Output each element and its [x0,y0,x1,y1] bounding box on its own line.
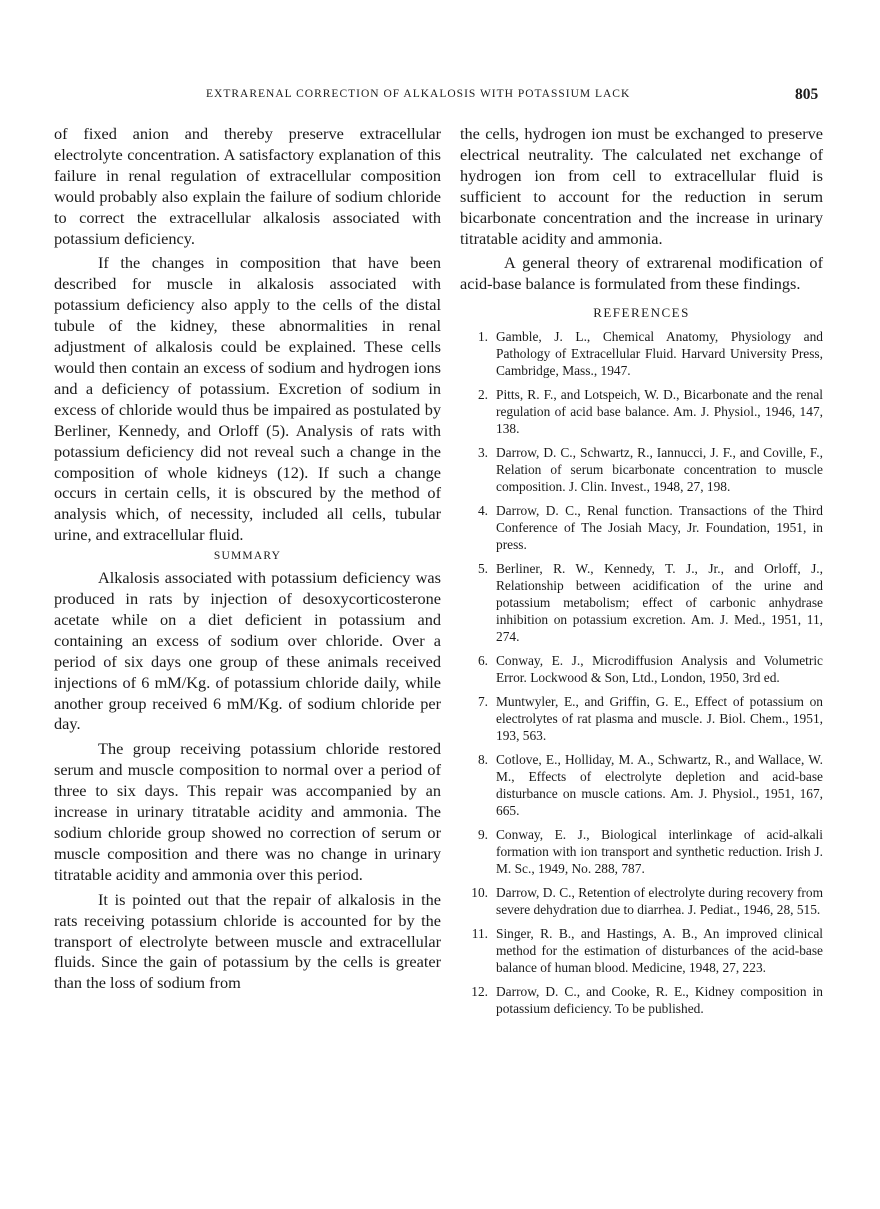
reference-number: 12. [471,984,488,1000]
reference-list [460,329,823,1018]
reference-item [460,885,823,919]
summary-paragraph: Alkalosis associated with potassium deficiency was produced in rats by injection of desoxycorticosterone acetate while on a diet deficient in potassium and containing an excess of sodium over chloride. Over a period of six days one group of these animals received injections of 6 mM/Kg. of potassium chloride daily, while another group received 6 mM/Kg. of sodium chloride per day. [54,568,441,734]
reference-item [460,387,823,438]
summary-paragraph: The group receiving potassium chloride restored serum and muscle composition to normal over a period of three to six days. This repair was accompanied by an increase in urinary titratable acidity and ammonia. The sodium chloride group showed no correction of serum or muscle composition and there was no change in urinary titratable acidity and ammonia over this period. [54,739,441,884]
reference-item [460,503,823,554]
reference-text: Berliner, R. W., Kennedy, T. J., Jr., and Orloff, J., Relationship between acidification of the urine and potassium metabolism; effect of carbonic anhydrase inhibition on potassium excretion. Am. J. Med., 1951, 11, 274. [496,561,823,644]
reference-item [460,752,823,820]
reference-number: 11. [471,926,488,942]
reference-text: Darrow, D. C., Retention of electrolyte during recovery from severe dehydration due to diarrhea. J. Pediat., 1946, 28, 515. [496,885,823,918]
summary-heading: SUMMARY [213,550,282,563]
reference-number: 8. [477,752,488,768]
reference-number: 10. [471,885,488,901]
reference-number: 6. [477,653,488,669]
reference-number: 1. [477,329,488,345]
reference-number: 2. [477,387,488,403]
reference-text: Conway, E. J., Biological interlinkage of acid-alkali formation with ion transport and synthetic reduction. Irish J. M. Sc., 1949, No. 288, 787. [496,827,823,876]
body-paragraph: the cells, hydrogen ion must be exchanged to preserve electrical neutrality. The calculated net exchange of hydrogen ion from cell to extracellular fluid is sufficient to account for the reduction in serum bicarbonate concentration and the increase in urinary titratable acidity and ammonia. [460,124,823,248]
body-paragraph: A general theory of extrarenal modification of acid-base balance is formulated from these findings. [460,253,823,294]
reference-item [460,329,823,380]
references-heading: REFERENCES [593,305,690,321]
page-number: 805 [795,86,819,103]
reference-text: Darrow, D. C., Renal function. Transactions of the Third Conference of The Josiah Macy, Jr. Foundation, 1951, in press. [496,503,823,553]
reference-text: Muntwyler, E., and Griffin, G. E., Effect of potassium on electrolytes of rat plasma and muscle. J. Biol. Chem., 1951, 193, 563. [496,694,823,744]
running-title: EXTRARENAL CORRECTION OF ALKALOSIS WITH POTASSIUM LACK [206,88,631,100]
reference-number: 5. [477,561,488,577]
body-paragraph: of fixed anion and thereby preserve extracellular electrolyte concentration. A satisfactory explanation of this failure in renal regulation of extracellular composition would probably also explain the failure of sodium chloride to correct the extracellular alkalosis associated with potassium deficiency. [54,124,441,248]
reference-number: 7. [477,694,488,710]
reference-text: Gamble, J. L., Chemical Anatomy, Physiology and Pathology of Extracellular Fluid. Harvard University Press, Cambridge, Mass., 1947. [496,329,823,379]
body-paragraph: If the changes in composition that have been described for muscle in alkalosis associated with potassium deficiency also apply to the cells of the distal tubule of the kidney, these abnormalities in renal adjustment of alkalosis could be explained. These cells would then contain an excess of sodium and hydrogen ions and a deficiency of potassium. Excretion of sodium in excess of chloride would thus be impaired as postulated by Berliner, Kennedy, and Orloff (5). Analysis of rats with potassium deficiency did not reveal such a change in the composition of whole kidneys (12). If such a change occurs in certain cells, it is obscured by the method of analysis which, of necessity, included all cells, tubular urine, and extracellular fluid. [54,253,441,545]
reference-text: Darrow, D. C., Schwartz, R., Iannucci, J. F., and Coville, F., Relation of serum bicarbonate concentration to muscle composition. J. Clin. Invest., 1948, 27, 198. [496,445,823,495]
reference-item [460,827,823,878]
left-column [54,124,441,994]
reference-text: Conway, E. J., Microdiffusion Analysis and Volumetric Error. Lockwood & Son, Ltd., London, 1950, 3rd ed. [496,653,823,686]
reference-item [460,694,823,745]
reference-item [460,445,823,496]
page-header [0,88,880,110]
reference-text: Singer, R. B., and Hastings, A. B., An improved clinical method for the estimation of disturbances of the acid-base balance of human blood. Medicine, 1948, 27, 223. [496,926,823,976]
reference-text: Pitts, R. F., and Lotspeich, W. D., Bicarbonate and the renal regulation of acid base balance. Am. J. Physiol., 1946, 147, 138. [496,387,823,437]
reference-number: 9. [477,827,488,843]
reference-text: Darrow, D. C., and Cooke, R. E., Kidney composition in potassium deficiency. To be published. [496,984,823,1017]
reference-item [460,653,823,687]
reference-item [460,561,823,646]
reference-item [460,926,823,977]
summary-paragraph: It is pointed out that the repair of alkalosis in the rats receiving potassium chloride is accounted for by the transport of electrolyte between muscle and extracellular fluids. Since the gain of potassium by the cells is greater than the loss of sodium from [54,889,441,993]
reference-item [460,984,823,1018]
right-column [460,124,823,1025]
reference-text: Cotlove, E., Holliday, M. A., Schwartz, R., and Wallace, W. M., Effects of electrolyte depletion and acid-base disturbance on muscle cations. Am. J. Physiol., 1951, 167, 665. [496,752,823,818]
reference-number: 4. [477,503,488,519]
reference-number: 3. [477,445,488,461]
